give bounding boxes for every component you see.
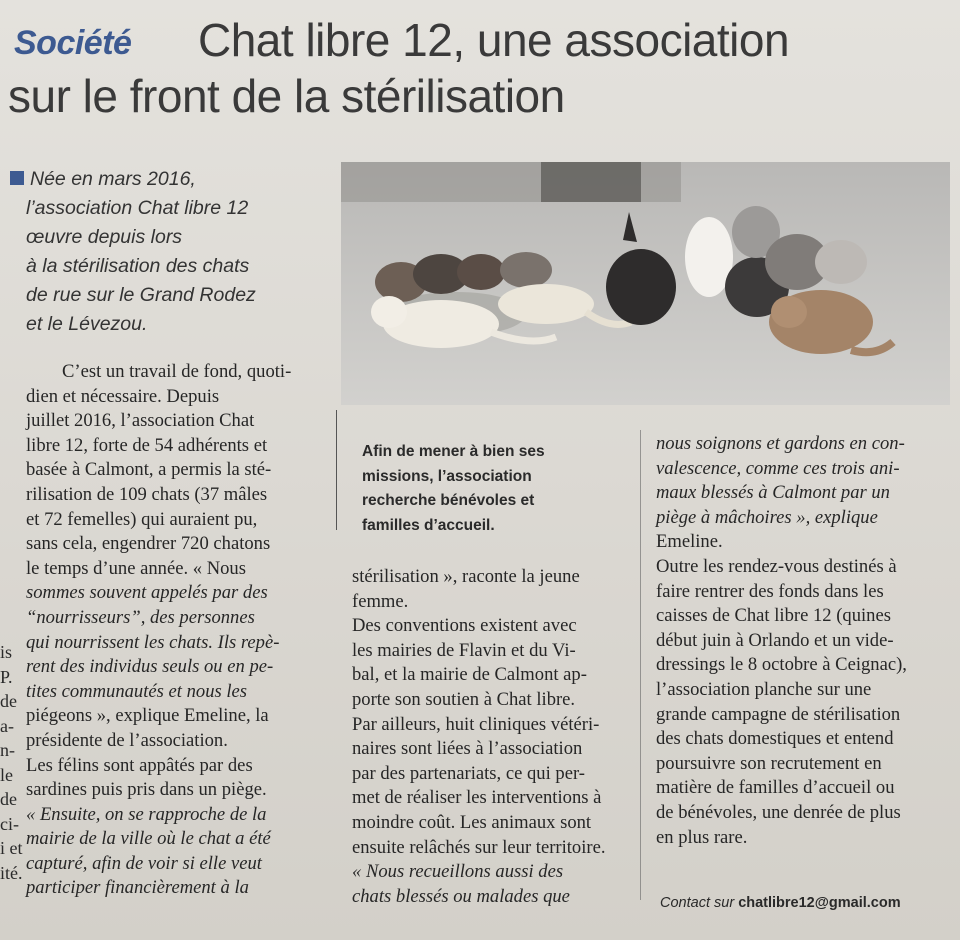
body-line: le temps d’une année. « Nous xyxy=(26,557,246,579)
photo-caption xyxy=(362,440,577,538)
body-line: Par ailleurs, huit cliniques vétéri- xyxy=(352,713,600,735)
body-line: sans cela, engendrer 720 chatons xyxy=(26,533,271,555)
lede-line: de rue sur le Grand Rodez xyxy=(26,284,256,306)
contact-label: Contact sur xyxy=(660,895,735,911)
body-line: sardines puis pris dans un piège. xyxy=(26,779,267,801)
body-line: piégeons », explique Emeline, la xyxy=(26,705,269,727)
body-line: chats blessés ou malades que xyxy=(352,885,570,907)
body-line: début juin à Orlando et un vide- xyxy=(656,629,894,651)
body-line: femme. xyxy=(352,590,409,612)
square-bullet-icon xyxy=(10,171,24,185)
body-line: bal, et la mairie de Calmont ap- xyxy=(352,664,587,686)
headline-line-1: Chat libre 12, une association xyxy=(198,14,790,66)
body-line: moindre coût. Les animaux sont xyxy=(352,811,592,833)
fragment-line: a- xyxy=(0,715,14,736)
body-line: C’est un travail de fond, quoti- xyxy=(62,361,292,382)
body-line: Des conventions existent avec xyxy=(352,615,577,637)
fragment-line: de xyxy=(0,691,17,711)
article-column-2 xyxy=(352,565,632,909)
body-line: de bénévoles, une denrée de plus xyxy=(656,801,901,823)
contact-email-link[interactable]: chatlibre12@gmail.com xyxy=(738,895,901,911)
body-line: poursuivre son recrutement en xyxy=(656,752,882,774)
lede-line: œuvre depuis lors xyxy=(26,226,183,248)
lede-line: à la stérilisation des chats xyxy=(26,255,250,277)
article-photo-cats xyxy=(341,162,950,405)
body-line: rent des individus seuls ou en pe- xyxy=(26,656,274,678)
body-line: nous soignons et gardons en con- xyxy=(656,433,905,454)
fragment-line: is xyxy=(0,642,13,662)
body-line: porte son soutien à Chat libre. xyxy=(352,688,576,710)
body-line: faire rentrer des fonds dans les xyxy=(656,580,884,602)
body-line: les mairies de Flavin et du Vi- xyxy=(352,639,576,661)
body-line: stérilisation », raconte la jeune xyxy=(352,566,580,587)
caption-line: missions, l’association xyxy=(362,467,532,485)
body-line: libre 12, forte de 54 adhérents et xyxy=(26,434,268,456)
body-line: Emeline. xyxy=(656,531,723,553)
lede-line: l’association Chat libre 12 xyxy=(26,197,249,219)
body-line: dressings le 8 octobre à Ceignac), xyxy=(656,654,907,676)
section-rubric: Société xyxy=(14,24,132,62)
body-line: l’association planche sur une xyxy=(656,678,872,700)
body-line: par des partenariats, ce qui per- xyxy=(352,762,585,784)
article-column-1 xyxy=(26,360,326,901)
caption-line: recherche bénévoles et xyxy=(362,492,535,509)
fragment-line: P. xyxy=(0,666,13,687)
body-line: mairie de la ville où le chat a été xyxy=(26,828,271,850)
body-line: naires sont liées à l’association xyxy=(352,738,583,760)
body-line: piège à mâchoires », explique xyxy=(656,506,878,528)
body-line: dien et nécessaire. Depuis xyxy=(26,385,220,407)
article-headline xyxy=(8,12,953,124)
column-rule xyxy=(640,430,641,900)
body-line: “nourrisseurs”, des personnes xyxy=(26,606,255,628)
caption-line: familles d’accueil. xyxy=(362,516,495,534)
body-line: ensuite relâchés sur leur territoire. xyxy=(352,836,606,858)
body-line: Les félins sont appâtés par des xyxy=(26,754,253,776)
contact-line xyxy=(660,895,901,911)
fragment-line: i et xyxy=(0,838,23,858)
fragment-line: n- xyxy=(0,740,15,760)
fragment-line: ité. xyxy=(0,862,23,883)
body-line: des chats domestiques et entend xyxy=(656,728,894,750)
body-line: basée à Calmont, a permis la sté- xyxy=(26,459,272,481)
headline-line-2: sur le front de la stérilisation xyxy=(8,70,565,122)
body-line: maux blessés à Calmont par un xyxy=(656,482,890,504)
body-line: qui nourrissent les chats. Ils repè- xyxy=(26,631,280,653)
body-line: participer financièrement à la xyxy=(26,877,249,899)
article-column-3 xyxy=(656,432,941,850)
body-line: « Ensuite, on se rapproche de la xyxy=(26,803,267,825)
body-line: rilisation de 109 chats (37 mâles xyxy=(26,483,268,505)
body-line: en plus rare. xyxy=(656,826,748,848)
body-line: valescence, comme ces trois ani- xyxy=(656,457,900,479)
body-line: caisses de Chat libre 12 (quines xyxy=(656,605,891,627)
body-line: Outre les rendez-vous destinés à xyxy=(656,555,897,577)
body-line: et 72 femelles) qui auraient pu, xyxy=(26,508,258,530)
fragment-line: ci- xyxy=(0,813,19,834)
body-line: capturé, afin de voir si elle veut xyxy=(26,852,262,874)
body-line: juillet 2016, l’association Chat xyxy=(26,410,255,432)
body-line: sommes souvent appelés par des xyxy=(26,582,268,604)
fragment-line: le xyxy=(0,764,13,785)
body-line: grande campagne de stérilisation xyxy=(656,703,901,725)
column-rule xyxy=(336,410,337,530)
article-lede xyxy=(10,165,310,339)
lede-line: Née en mars 2016, xyxy=(10,165,310,194)
body-line: « Nous recueillons aussi des xyxy=(352,861,564,883)
body-line: met de réaliser les interventions à xyxy=(352,787,602,809)
adjacent-article-fragment xyxy=(0,640,24,885)
lede-line: et le Lévezou. xyxy=(26,313,148,335)
body-line: tites communautés et nous les xyxy=(26,680,248,702)
fragment-line: de xyxy=(0,789,17,809)
body-line: matière de familles d’accueil ou xyxy=(656,777,895,799)
body-line: présidente de l’association. xyxy=(26,729,228,751)
caption-line: Afin de mener à bien ses xyxy=(362,443,545,460)
